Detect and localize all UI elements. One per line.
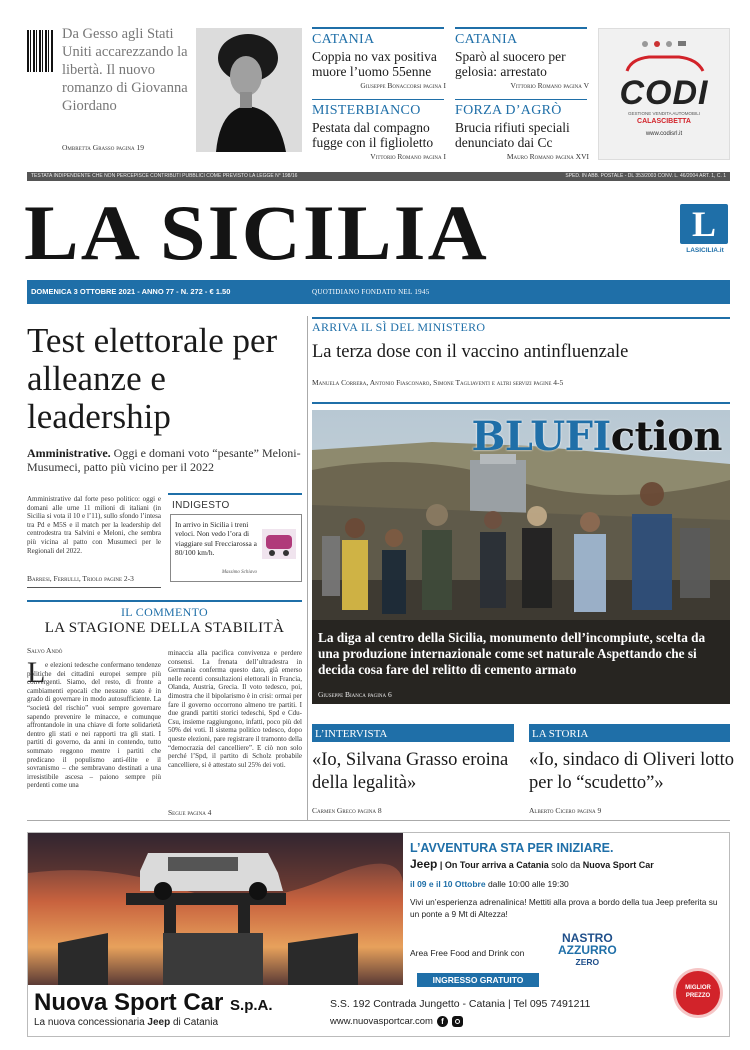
- story-byline: Alberto Cicero pagina 9: [529, 806, 602, 815]
- lead-byline: Barresi, Ferrulli, Triolo pagine 2-3: [27, 574, 134, 583]
- tour-c: Nuova Sport Car: [582, 860, 654, 870]
- story-kicker: LA STORIA: [532, 728, 589, 740]
- photo-title-big: BLUFI: [471, 413, 611, 460]
- advert-dates: [410, 879, 569, 889]
- instagram-icon[interactable]: [452, 1016, 463, 1027]
- lead-deck-bold: Amministrative.: [27, 446, 111, 460]
- jeep-bridge-image: [28, 833, 403, 985]
- photo-caption: La diga al centro della Sicilia, monumento dell’incompiute, scelta da una produzione internazionale come set naturale Aspettando che si decida cosa fare del relitto di cemento armato: [318, 630, 706, 677]
- dealer-suffix: S.p.A.: [230, 997, 273, 1014]
- vaccine-headline[interactable]: La terza dose con il vaccino antinfluenzale: [312, 342, 629, 362]
- edition-date: DOMENICA 3 OTTOBRE 2021 - ANNO 77 - N. 272 - € 1.50: [31, 287, 231, 296]
- dealer-sub-c: di Catania: [170, 1017, 219, 1028]
- interview-kicker: L’INTERVISTA: [315, 728, 388, 740]
- masthead-title[interactable]: LA SICILIA: [24, 189, 489, 276]
- advert-food: Area Free Food and Drink con: [410, 948, 525, 958]
- news-byline: Vittorio Romano pagina I: [370, 152, 446, 161]
- drop-cap: L: [27, 656, 46, 689]
- lead-rule: [27, 587, 161, 588]
- car-silhouette-icon: [619, 53, 709, 73]
- vaccine-kicker: ARRIVA IL SÌ DEL MINISTERO: [312, 320, 486, 334]
- indigesto-signature: Massimo Schiavo: [221, 570, 257, 575]
- dealer-sub: [34, 1017, 218, 1028]
- comment-continue: Segue pagina 4: [168, 808, 212, 817]
- codi-advert[interactable]: [598, 28, 730, 160]
- tour-a: | On Tour arriva a Catania: [439, 860, 549, 870]
- news-byline: Giuseppe Bonaccorsi pagina I: [360, 81, 446, 90]
- dealer-address: S.S. 192 Contrada Jungetto - Catania | Tel 095 7491211: [330, 998, 591, 1010]
- legal-strip-left: TESTATA INDIPENDENTE CHE NON PERCEPISCE CONTRIBUTI PUBBLICI COME PREVISTO LA LEGGE N° 198/16: [31, 173, 298, 179]
- legal-strip: [27, 172, 730, 181]
- comment-headline[interactable]: LA STAGIONE DELLA STABILITÀ: [44, 620, 285, 636]
- dealer-name: [34, 989, 273, 1017]
- news-item-catania-2[interactable]: [455, 32, 589, 90]
- indigesto-label: INDIGESTO: [172, 500, 230, 511]
- photo-byline: Giuseppe Bianca pagina 6: [318, 690, 392, 699]
- codi-line1: GESTIONE VENDITA AUTOMOBILI: [627, 111, 701, 116]
- jeep-advert[interactable]: [27, 832, 730, 1037]
- photo-title-rest: ction: [610, 413, 722, 460]
- news-item-forza-dagro[interactable]: [455, 103, 589, 161]
- author-portrait: [196, 28, 302, 152]
- story-kicker-bar: [529, 724, 730, 742]
- blufi-photo[interactable]: [312, 410, 730, 704]
- dates-a: il 09 e il 10 Ottobre: [410, 879, 486, 889]
- news-item-catania-1[interactable]: [312, 32, 446, 90]
- news-headline: Sparò al suocero per gelosia: arrestato: [455, 49, 566, 79]
- news-headline: Pestata dal compagno fugge con il figlioletto: [312, 120, 434, 150]
- comment-rule: [27, 600, 302, 602]
- train-cartoon-icon: [260, 525, 298, 565]
- dateline-bar: [27, 280, 730, 304]
- dealer-name-text: Nuova Sport Car: [34, 989, 224, 1016]
- comment-author: Salvo Andò: [27, 646, 63, 655]
- indigesto-rule: [168, 493, 302, 495]
- news-headline: Coppia no vax positiva muore l’uomo 55enne: [312, 49, 437, 79]
- advert-desc: Vivi un’esperienza adrenalinica! Mettiti alla prova a bordo della tua Jeep preferita su un ponte a 9 Mt di Altezza!: [410, 897, 718, 919]
- nastro-line3: ZERO: [575, 957, 600, 967]
- advert-tour: [410, 857, 728, 871]
- news-rule: [455, 99, 587, 100]
- interview-kicker-bar: [312, 724, 514, 742]
- comment-kicker: IL COMMENTO: [121, 605, 208, 619]
- free-entry-badge[interactable]: INGRESSO GRATUITO: [417, 973, 539, 987]
- vaccine-byline: Manuela Correra, Antonio Fiasconaro, Simone Tagliaventi e altri servizi pagine 4-5: [312, 378, 564, 387]
- jeep-logo: Jeep: [410, 857, 438, 871]
- news-byline: Vittorio Romano pagina V: [510, 81, 589, 90]
- facebook-icon[interactable]: f: [437, 1016, 448, 1027]
- author-portrait-image: [196, 28, 302, 152]
- photo-title: [471, 412, 722, 462]
- bottom-divider: [27, 820, 730, 821]
- site-logo-caption: LASICILIA.it: [686, 247, 724, 254]
- news-kicker: CATANIA: [312, 32, 375, 47]
- nastro-line1: NASTRO: [562, 931, 613, 945]
- dealer-web[interactable]: [330, 1016, 463, 1027]
- indigesto-box: [170, 514, 302, 582]
- codi-brand: CODI: [619, 74, 709, 112]
- news-rule: [312, 99, 444, 100]
- barcode: [27, 30, 53, 72]
- founded-note: QUOTIDIANO FONDATO NEL 1945: [312, 288, 430, 296]
- column-divider: [307, 316, 308, 821]
- codi-line2: CALASCIBETTA: [637, 118, 691, 125]
- photo-rule: [312, 402, 730, 404]
- news-item-misterbianco[interactable]: [312, 103, 446, 161]
- nastro-line2: AZZURRO: [558, 943, 617, 957]
- lead-deck: [27, 446, 302, 474]
- badge-line2: PREZZO: [685, 993, 711, 999]
- tour-b: solo da: [548, 860, 583, 870]
- news-kicker: CATANIA: [455, 32, 518, 47]
- car-brand-logos: [599, 41, 729, 47]
- dealer-sub-a: La nuova concessionaria: [34, 1017, 148, 1028]
- interview-byline: Carmen Greco pagina 8: [312, 806, 382, 815]
- badge-line1: MIGLIOR: [685, 985, 711, 991]
- book-teaser[interactable]: Da Gesso agli Stati Uniti accarezzando la libertà. Il nuovo romanzo di Giovanna Giordano: [62, 26, 188, 114]
- lead-deck-text: Oggi e domani voto “pesante” Meloni-Musumeci, patto più vicino per il 2022: [27, 446, 301, 474]
- dates-b: dalle 10:00 alle 19:30: [485, 879, 569, 889]
- advert-title: L’AVVENTURA STA PER INIZIARE.: [410, 841, 614, 855]
- best-price-badge: [676, 971, 720, 1015]
- news-kicker: FORZA D’AGRÒ: [455, 103, 562, 118]
- dealer-sub-b: Jeep: [147, 1017, 171, 1028]
- site-logo-box: L: [680, 204, 728, 244]
- news-byline: Mauro Romano pagina XVI: [506, 152, 589, 161]
- site-logo[interactable]: [680, 204, 730, 258]
- news-kicker: MISTERBIANCO: [312, 103, 421, 118]
- dealer-web-text: www.nuovasportcar.com: [330, 1016, 433, 1027]
- legal-strip-right: SPED. IN ABB. POSTALE - DL 353/2003 CONV. L. 46/2004 ART. 1, C. 1: [565, 173, 726, 179]
- story-headline[interactable]: «Io, sindaco di Oliveri lotto per lo “scudetto”»: [529, 750, 735, 793]
- vaccine-rule: [312, 317, 730, 319]
- indigesto-text: In arrivo in Sicilia i treni veloci. Non vedo l’ora di viaggiare sul Frecciarossa a 80/100 km/h.: [175, 520, 257, 558]
- nastro-azzurro-logo: [558, 932, 617, 968]
- lead-headline[interactable]: Test elettorale per alleanze e leadership: [27, 321, 278, 436]
- book-teaser-byline: Ombretta Grasso pagina 19: [62, 143, 144, 152]
- codi-site: www.codisrl.it: [645, 131, 683, 137]
- news-rule: [312, 27, 444, 29]
- comment-col2: minaccia alla pacifica convivenza e perdere consensi. La frenata dell’ultradestra in Germania conferma questo dato, già emerso nelle recenti consultazioni elettorali in Francia, Olanda, Austria, Grecia. Il voto tedesco, poi, dimostra che il bipolarismo è in crisi: ormai per fare il governo occorrono almeno tre partiti. I due grandi partiti storici tedeschi, Spd e Cdu-Csu, insieme raggiungono, infatti, poco più del 50% dei voti. Il sistema politico tedesco, dopo queste elezioni, pare registrare il tramonto della “democrazia del cancelliere”. E ciò non solo perché l’Spd, il partito di Scholz probabile cancelliere, si è attestato sul 25% dei voti.: [168, 649, 302, 769]
- news-rule: [455, 27, 587, 29]
- comment-col1: e elezioni tedesche confermano tendenze politiche dei cittadini europei sempre più convergenti. Siamo, del resto, di fronte a cambiamenti epocali che nessuno stato è in grado di governare in modo autosufficiente. La “società del rischio” vuoi sempre governare sapendo prevenire le minacce, e comunque affrontandole in una chiave di forte solidarietà dentro gli stati e nei rapporti tra gli stati. I partiti di governo, da anni in contendo, tutto sommato reggono mentre i partiti che predicano il populismo anti-élite e il sovranismo – che sembravano destinati a una irresistibile ascesa – paiono sempre più perdenti come una: [27, 661, 161, 790]
- lead-body: Amministrative dal forte peso politico: oggi e domani alle urne 11 milioni di italiani (in Sicilia si vota il 10 e l’11), sullo sfondo l’intesa tra Pd e M5S e il match per la leadership del centrodestra tra Salvini e Meloni, che sembra più vicina al patto con Musumeci per le Regionali del 2022.: [27, 495, 161, 555]
- interview-headline[interactable]: «Io, Silvana Grasso eroina della legalità»: [312, 750, 509, 793]
- news-headline: Brucia rifiuti speciali denunciato dai Cc: [455, 120, 570, 150]
